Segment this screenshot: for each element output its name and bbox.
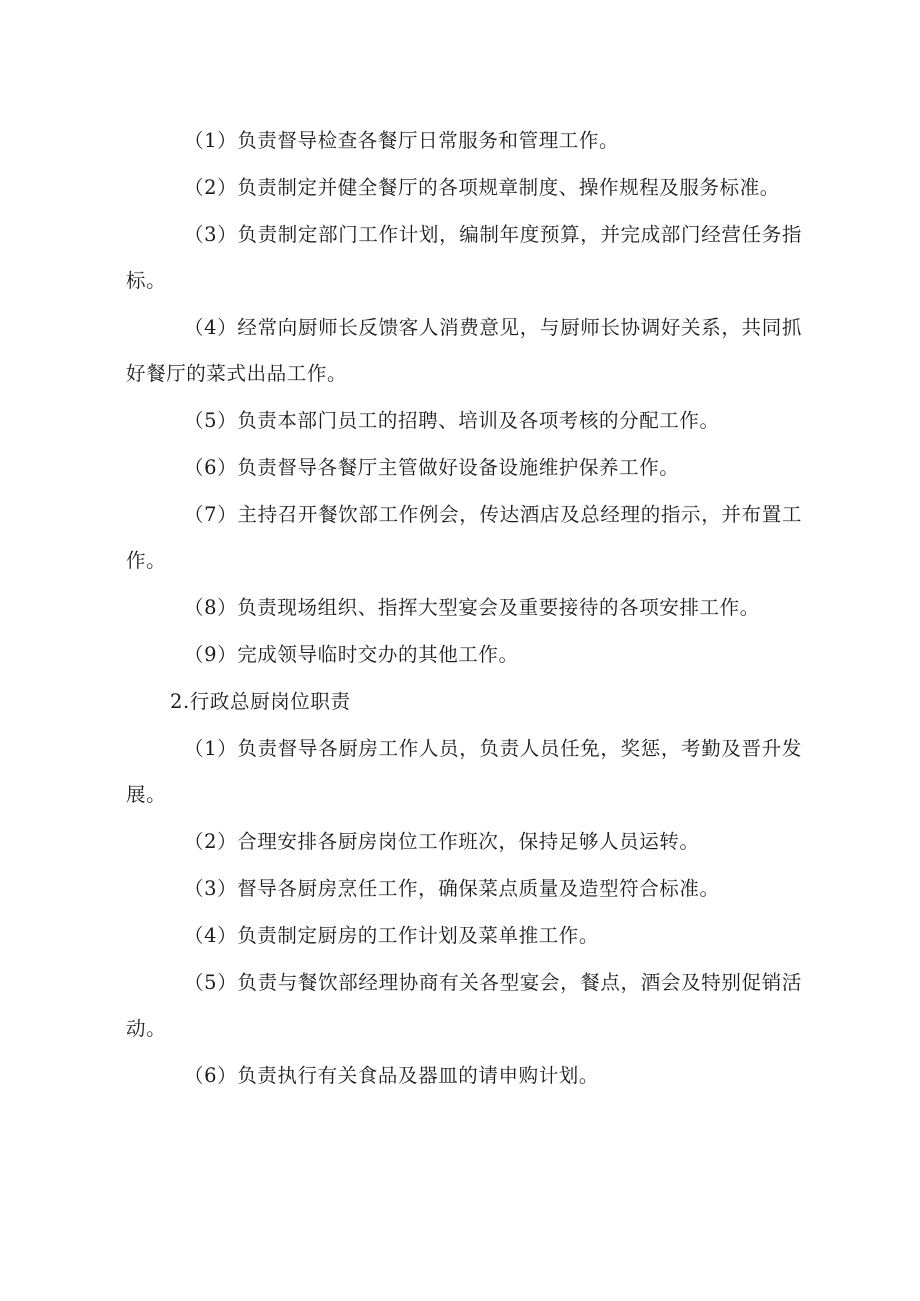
duty-item-2: （2）负责制定并健全餐厅的各项规章制度、操作规程及服务标准。 (184, 176, 780, 199)
chef-duty-item-1: （1）负责督导各厨房工作人员，负责人员任免，奖惩，考勤及晋升发展。 (126, 737, 802, 806)
duty-item-8: （8）负责现场组织、指挥大型宴会及重要接待的各项安排工作。 (184, 596, 760, 619)
duty-item-5: （5）负责本部门员工的招聘、培训及各项考核的分配工作。 (184, 409, 720, 432)
duty-item-6: （6）负责督导各餐厅主管做好设备设施维护保养工作。 (184, 456, 680, 479)
duty-item-1: （1）负责督导检查各餐厅日常服务和管理工作。 (184, 129, 620, 152)
duty-item-9: （9）完成领导临时交办的其他工作。 (184, 643, 519, 666)
duty-item-3: （3）负责制定部门工作计划，编制年度预算，并完成部门经营任务指标。 (126, 223, 802, 292)
chef-duty-item-5: （5）负责与餐饮部经理协商有关各型宴会，餐点，酒会及特别促销活动。 (126, 971, 802, 1040)
chef-duty-item-4: （4）负责制定厨房的工作计划及菜单推工作。 (184, 924, 600, 947)
document-body (126, 118, 802, 1100)
duty-item-7: （7）主持召开餐饮部工作例会，传达酒店及总经理的指示，并布置工作。 (126, 503, 802, 572)
chef-duty-item-6: （6）负责执行有关食品及器皿的请申购计划。 (184, 1064, 600, 1087)
chef-duty-item-3: （3）督导各厨房烹任工作，确保菜点质量及造型符合标准。 (184, 877, 720, 900)
section-heading: 2.行政总厨岗位职责 (170, 690, 351, 713)
chef-duty-item-2: （2）合理安排各厨房岗位工作班次，保持足够人员运转。 (184, 830, 700, 853)
duty-item-4: （4）经常向厨师长反馈客人消费意见，与厨师长协调好关系，共同抓好餐厅的菜式出品工作。 (126, 316, 802, 385)
